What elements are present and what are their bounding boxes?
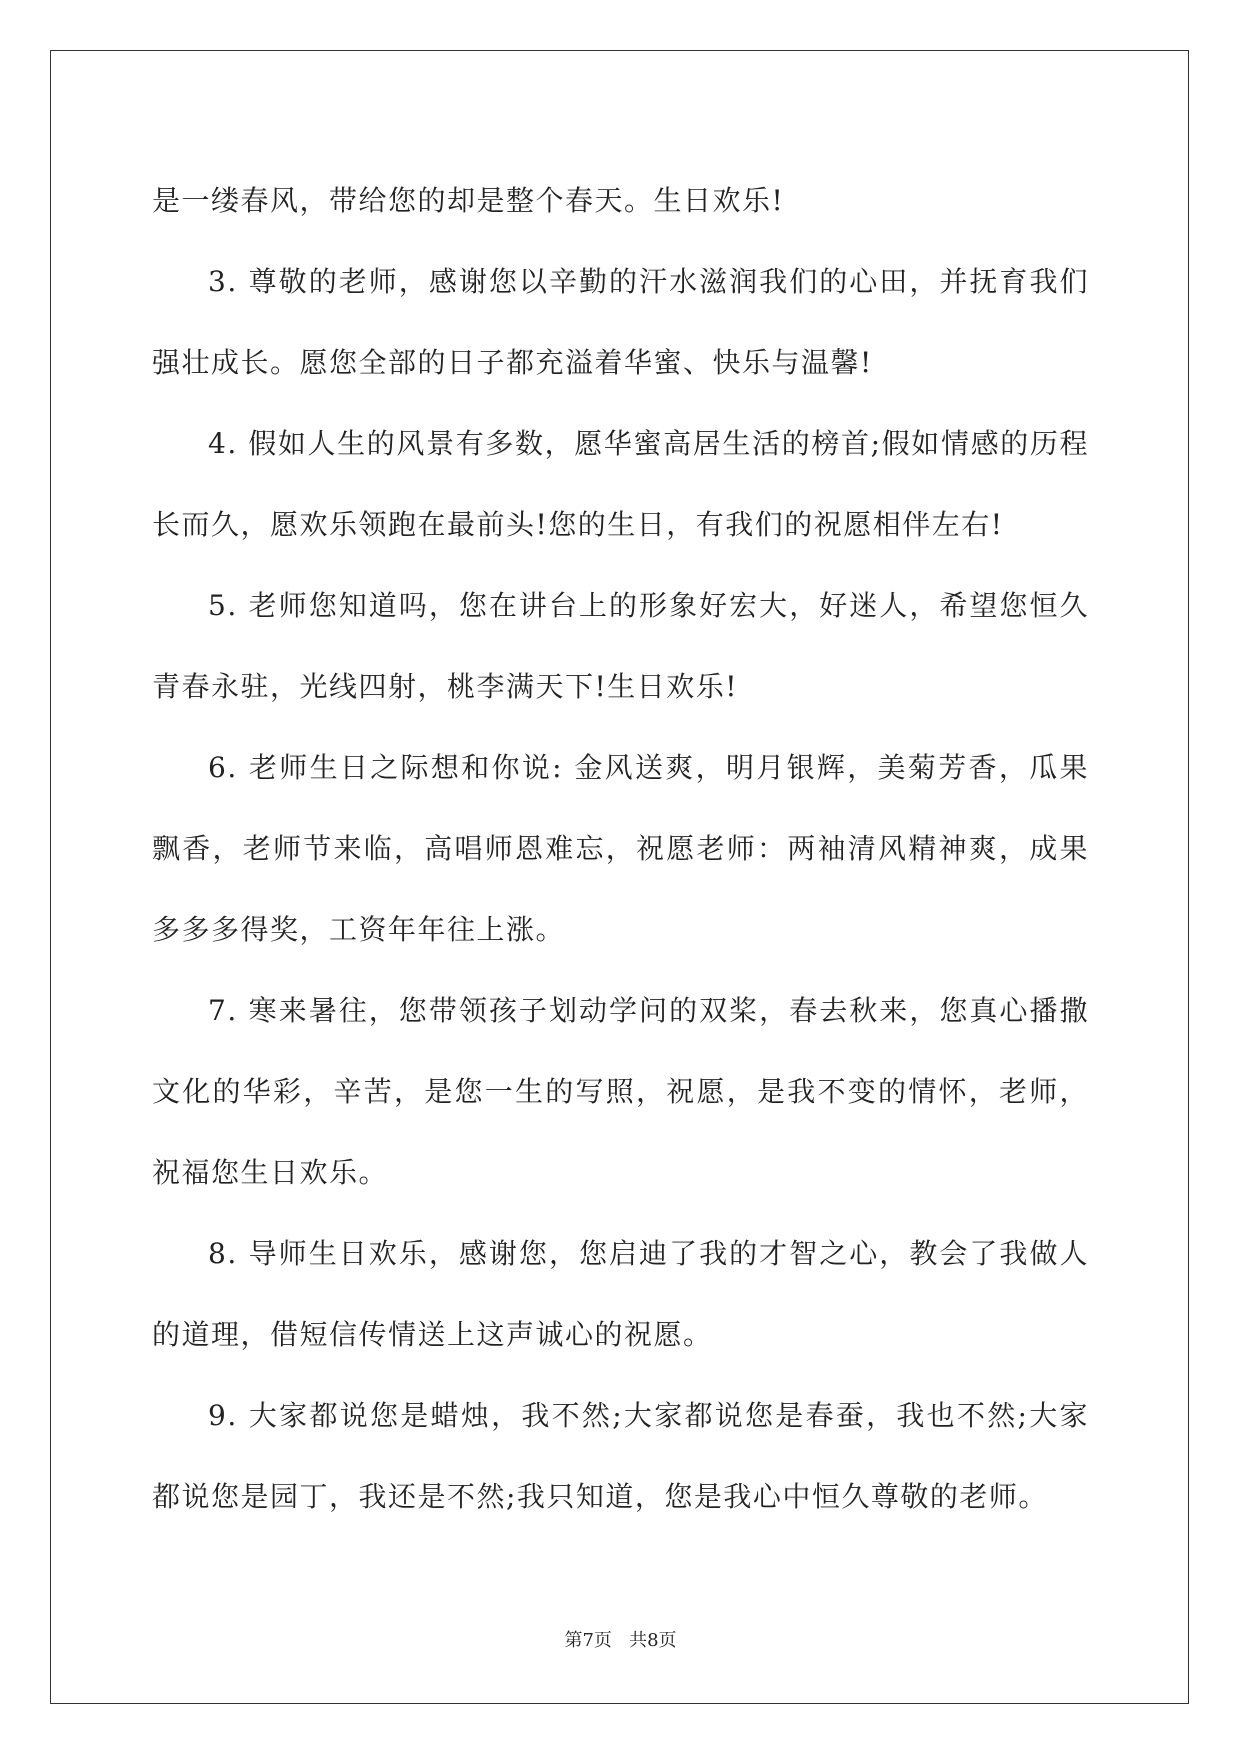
page-number: 第7页 共8页 [564, 1630, 677, 1651]
paragraph: 7. 寒来暑往，您带领孩子划动学问的双桨，春去秋来，您真心播撒文化的华彩，辛苦，是您一生的写照，祝愿，是我不变的情怀，老师，祝福您生日欢乐。 [152, 994, 1089, 1189]
paragraph: 8. 导师生日欢乐，感谢您，您启迪了我的才智之心，教会了我做人的道理，借短信传情送上这声诚心的祝愿。 [152, 1237, 1089, 1351]
page-footer [0, 1626, 1241, 1652]
paragraph: 3. 尊敬的老师，感谢您以辛勤的汗水滋润我们的心田，并抚育我们强壮成长。愿您全部的日子都充溢着华蜜、快乐与温馨! [152, 265, 1089, 379]
document-body [152, 160, 1089, 1537]
paragraph: 5. 老师您知道吗，您在讲台上的形象好宏大，好迷人，希望您恒久青春永驻，光线四射，桃李满天下!生日欢乐! [152, 589, 1089, 703]
paragraph: 是一缕春风，带给您的却是整个春天。生日欢乐! [152, 184, 785, 217]
paragraph: 4. 假如人生的风景有多数，愿华蜜高居生活的榜首;假如情感的历程长而久，愿欢乐领跑在最前头!您的生日，有我们的祝愿相伴左右! [152, 427, 1089, 541]
paragraph: 6. 老师生日之际想和你说: 金风送爽，明月银辉，美菊芳香，瓜果飘香，老师节来临，高唱师恩难忘，祝愿老师：两袖清风精神爽，成果多多多得奖，工资年年往上涨。 [152, 751, 1089, 946]
paragraph: 9. 大家都说您是蜡烛，我不然;大家都说您是春蚕，我也不然;大家都说您是园丁，我还是不然;我只知道，您是我心中恒久尊敬的老师。 [152, 1399, 1089, 1513]
